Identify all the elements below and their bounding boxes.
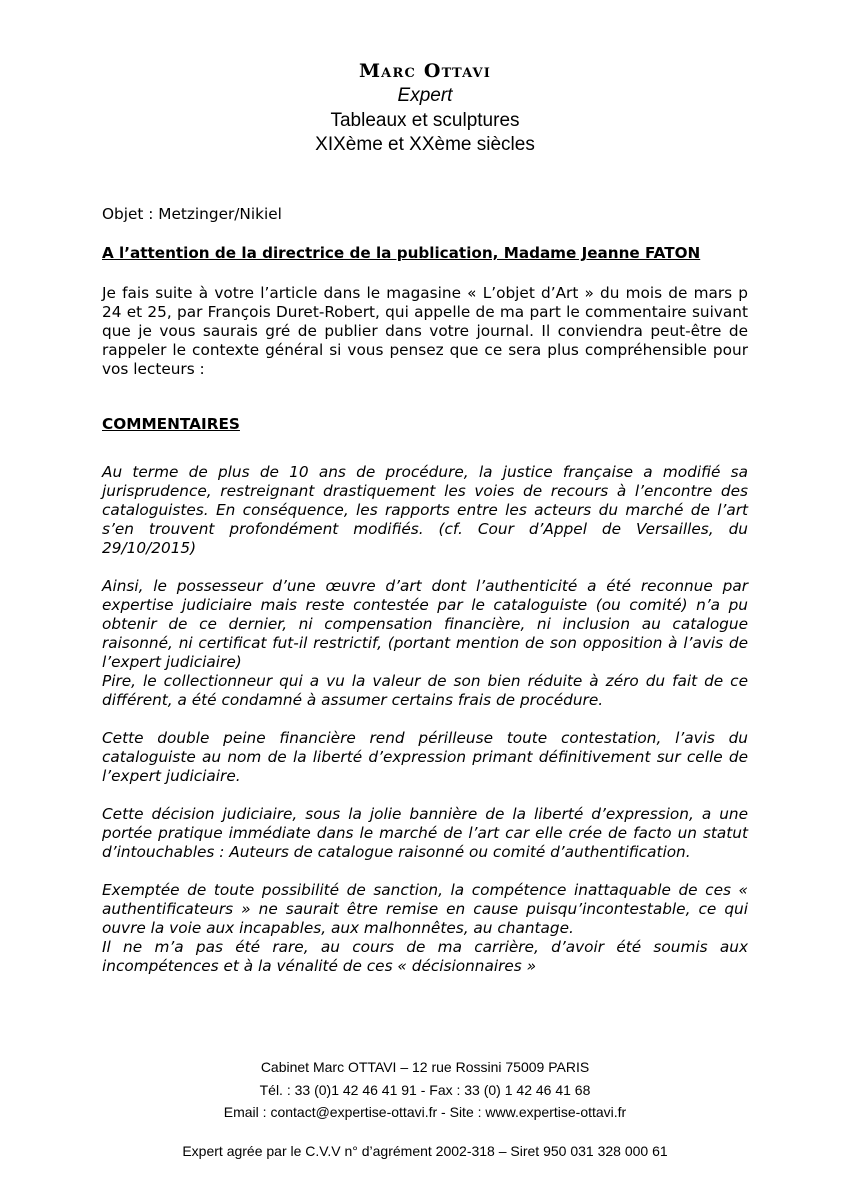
footer-web: Email : contact@expertise-ottavi.fr - Site : www.expertise-ottavi.fr <box>223 1104 627 1120</box>
letterhead-name: Marc Ottavi <box>358 60 492 82</box>
comment-paragraph: Pire, le collectionneur qui a vu la valeur de son bien réduite à zéro du fait de ce différent, a été condamné à assumer certains frais de procédure. <box>102 672 748 709</box>
letterhead-specialty: Tableaux et sculptures <box>330 110 520 131</box>
comment-paragraph: Cette double peine financière rend périlleuse toute contestation, l’avis du cataloguiste au nom de la liberté d’expression primant définitivement sur celle de l’expert judiciaire. <box>102 729 748 785</box>
intro-paragraph: Je fais suite à votre l’article dans le magasine « L’objet d’Art » du mois de mars p 24 et 25, par François Duret-Robert, qui appelle de ma part le commentaire suivant que je vous saurais gré de publier dans votre journal. Il conviendra peut-être de rappeler le contexte général si vous pensez que ce sera plus compréhensible pour vos lecteurs : <box>102 284 748 378</box>
comment-paragraph: Cette décision judiciaire, sous la jolie bannière de la liberté d’expression, a une portée pratique immédiate dans le marché de l’art car elle crée de facto un statut d’intouchables : Auteurs de catalogue raisonné ou comité d’authentification. <box>102 805 748 861</box>
comments-heading: COMMENTAIRES <box>102 415 240 433</box>
comments-body <box>102 463 748 976</box>
footer-address: Cabinet Marc OTTAVI – 12 rue Rossini 75009 PARIS <box>260 1059 590 1075</box>
footer-registration: Expert agrée par le C.V.V n° d’agrément 2002-318 – Siret 950 031 328 000 61 <box>182 1143 668 1159</box>
footer-phone: Tél. : 33 (0)1 42 46 41 91 - Fax : 33 (0) 1 42 46 41 68 <box>259 1082 591 1098</box>
comment-paragraph: Au terme de plus de 10 ans de procédure, la justice française a modifié sa jurisprudence, restreignant drastiquement les voies de recours à l’encontre des cataloguistes. En conséquence, les rapports entre les acteurs du marché de l’art s’en trouvent profondément modifiés. (cf. Cour d’Appel de Versailles, du 29/10/2015) <box>102 463 748 557</box>
letterhead-centuries: XIXème et XXème siècles <box>315 134 535 155</box>
letterhead-role: Expert <box>397 85 453 106</box>
object-line: Objet : Metzinger/Nikiel <box>102 205 282 223</box>
comment-paragraph: Ainsi, le possesseur d’une œuvre d’art dont l’authenticité a été reconnue par expertise judiciaire mais reste contestée par le cataloguiste (ou comité) n’a pu obtenir de ce dernier, ni compensation financière, ni inclusion au catalogue raisonné, ni certificat fut-il restrictif, (portant mention de son opposition à l’avis de l’expert judiciaire) <box>102 577 748 671</box>
attention-line: A l’attention de la directrice de la publication, Madame Jeanne FATON <box>102 244 701 262</box>
comment-paragraph: Il ne m’a pas été rare, au cours de ma carrière, d’avoir été soumis aux incompétences et à la vénalité de ces « décisionnaires » <box>102 938 748 975</box>
comment-paragraph: Exemptée de toute possibilité de sanction, la compétence inattaquable de ces « authentificateurs » ne saurait être remise en cause puisqu’incontestable, ce qui ouvre la voie aux incapables, aux malhonnêtes, au chantage. <box>102 881 748 937</box>
